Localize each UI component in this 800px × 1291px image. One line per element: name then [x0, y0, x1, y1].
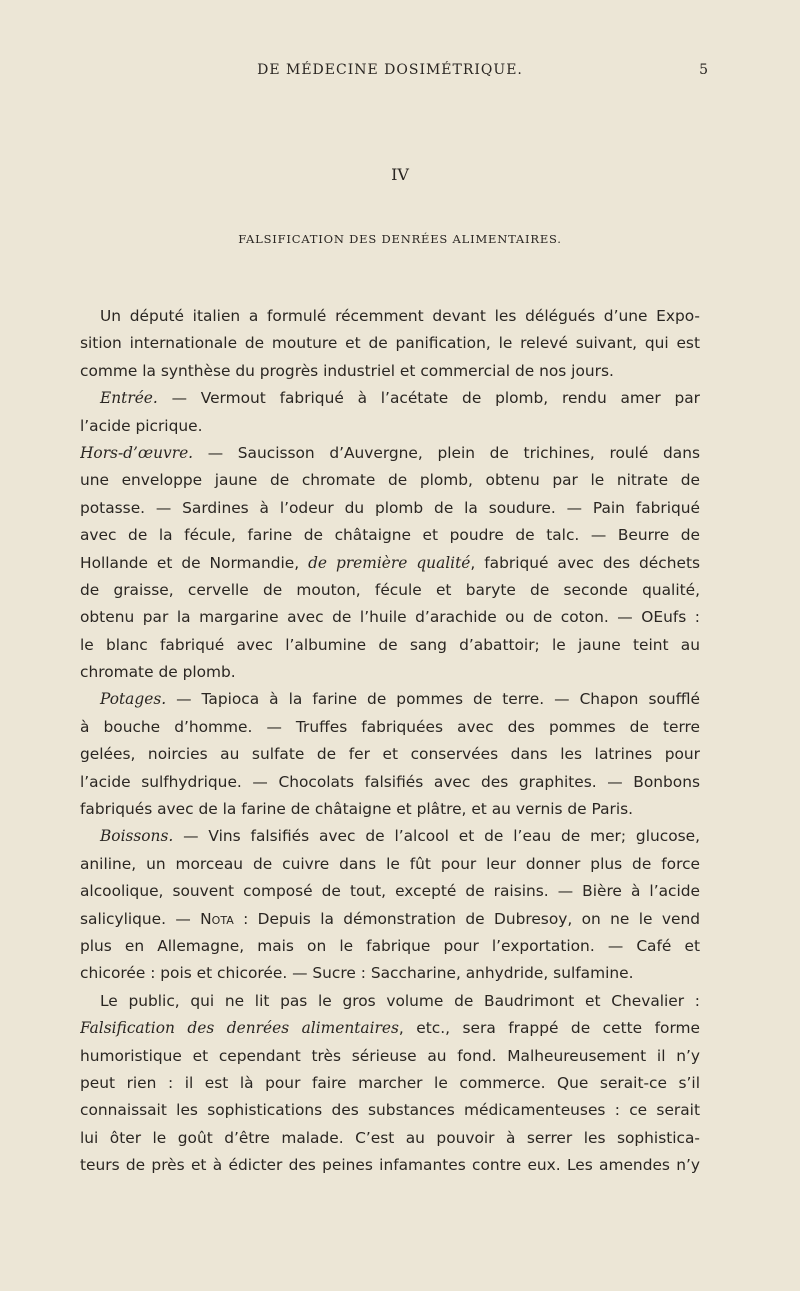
text-line: à bouche d’homme. — Truffes fabriquées avec des pommes de terre [80, 717, 700, 736]
text-line: comme la synthèse du progrès industriel et commercial de nos jours. [80, 361, 614, 380]
section-title: FALSIFICATION DES DENRÉES ALIMENTAIRES. [238, 232, 562, 246]
text-line: humoristique et cependant très sérieuse au fond. Malheureusement il n’y [80, 1046, 700, 1065]
text-line: sition internationale de mouture et de panification, le relevé suivant, qui est [80, 334, 700, 353]
italic-heading: Potages. [100, 690, 167, 709]
running-title: DE MÉDECINE DOSIMÉTRIQUE. [257, 62, 523, 78]
small-caps-word: Nota [200, 909, 234, 928]
text-line: Hollande et de Normandie, de première qualité, fabriqué avec des déchets [80, 553, 700, 572]
text-line: avec de la fécule, farine de châtaigne et poudre de talc. — Beurre de [80, 526, 700, 545]
text-line: l’acide sulfhydrique. — Chocolats falsifiés avec des graphites. — Bonbons [80, 772, 700, 791]
text-line: Le public, qui ne lit pas le gros volume de Baudrimont et Chevalier : [100, 991, 700, 1010]
page-number: 5 [699, 62, 708, 78]
text-line: le blanc fabriqué avec l’albumine de sang d’abattoir; le jaune teint au [80, 635, 700, 654]
text-line: peut rien : il est là pour faire marcher le commerce. Que serait-ce s’il [80, 1073, 700, 1092]
body-text [80, 303, 700, 1180]
text-line: une enveloppe jaune de chromate de plomb, obtenu par le nitrate de [80, 471, 700, 490]
text-line: de graisse, cervelle de mouton, fécule et baryte de seconde qualité, [80, 580, 700, 599]
text-line: obtenu par la margarine avec de l’huile d’arachide ou de coton. — OEufs : [80, 608, 700, 627]
italic-heading: Boissons. [100, 827, 174, 846]
text-line: Boissons. — Vins falsifiés avec de l’alcool et de l’eau de mer; glucose, [100, 827, 700, 846]
text-line: Hors-d’œuvre. — Saucisson d’Auvergne, plein de trichines, roulé dans [80, 443, 700, 462]
text-line: fabriqués avec de la farine de châtaigne et plâtre, et au vernis de Paris. [80, 800, 634, 819]
text-line: l’acide picrique. [80, 416, 203, 435]
text-line: plus en Allemagne, mais on le fabrique pour l’exportation. — Café et [80, 936, 700, 955]
text-line: Un député italien a formulé récemment devant les délégués d’une Expo- [100, 307, 700, 325]
text-line: potasse. — Sardines à l’odeur du plomb de la soudure. — Pain fabriqué [80, 498, 700, 517]
text-line: chromate de plomb. [80, 663, 236, 682]
text-line: teurs de près et à édicter des peines infamantes contre eux. Les amendes n’y [80, 1156, 700, 1175]
text-line: lui ôter le goût d’être malade. C’est au pouvoir à serrer les sophistica- [80, 1128, 700, 1147]
text-line: Falsification des denrées alimentaires, etc., sera frappé de cette forme [80, 1019, 700, 1038]
text-line: aniline, un morceau de cuivre dans le fût pour leur donner plus de force [80, 854, 700, 873]
text-line: chicorée : pois et chicorée. — Sucre : Saccharine, anhydride, sulfamine. [80, 964, 634, 983]
section-number: IV [391, 165, 409, 184]
text-line: gelées, noircies au sulfate de fer et conservées dans les latrines pour [80, 745, 700, 764]
italic-phrase: de première qualité [308, 553, 471, 572]
italic-title: Falsification des denrées alimentaires [80, 1019, 399, 1038]
text-line: Entrée. — Vermout fabriqué à l’acétate de plomb, rendu amer par [100, 389, 700, 408]
italic-heading: Hors-d’œuvre. [80, 443, 194, 462]
text-line: connaissait les sophistications des substances médicamenteuses : ce serait [80, 1101, 700, 1120]
text-line: Potages. — Tapioca à la farine de pommes de terre. — Chapon soufflé [100, 690, 700, 709]
text-line: salicylique. — Nota : Depuis la démonstration de Dubresoy, on ne le vend [80, 909, 700, 928]
italic-heading: Entrée. [100, 389, 158, 408]
running-head [80, 62, 708, 82]
text-line: alcoolique, souvent composé de tout, excepté de raisins. — Bière à l’acide [80, 882, 700, 901]
